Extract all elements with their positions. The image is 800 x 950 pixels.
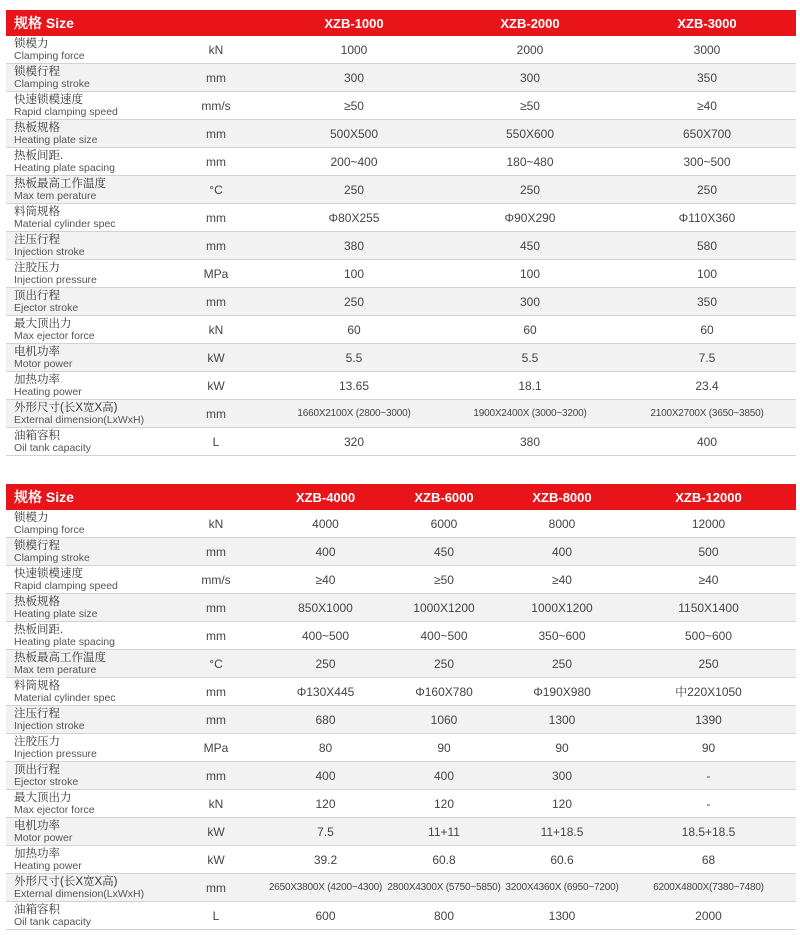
- parameter-name-zh: 加热功率: [14, 373, 60, 386]
- parameter-name: [6, 818, 166, 846]
- value-cell: ≥40: [503, 566, 621, 594]
- parameter-name-en: Ejector stroke: [14, 301, 79, 314]
- parameter-name: [6, 734, 166, 762]
- parameter-name: [6, 344, 166, 372]
- value-cell: 1000X1200: [385, 594, 503, 622]
- value-cell: 6000: [385, 510, 503, 538]
- parameter-name-zh: 最大顶出力: [14, 317, 72, 330]
- table-row: [6, 818, 796, 846]
- value-cell: 2650X3800X (4200~4300): [266, 874, 385, 902]
- table-row: [6, 874, 796, 902]
- parameter-name-zh: 热板间距.: [14, 623, 64, 636]
- value-cell: 400: [385, 762, 503, 790]
- value-cell: 1060: [385, 706, 503, 734]
- parameter-name-en: Clamping stroke: [14, 77, 90, 90]
- value-cell: 250: [266, 288, 442, 316]
- unit-cell: mm/s: [166, 566, 266, 594]
- value-cell: 90: [385, 734, 503, 762]
- value-cell: Φ160X780: [385, 678, 503, 706]
- table-row: [6, 120, 796, 148]
- value-cell: 120: [503, 790, 621, 818]
- value-cell: 250: [442, 176, 618, 204]
- parameter-name-en: Material cylinder spec: [14, 691, 116, 704]
- parameter-name-zh: 快速锁模速度: [14, 567, 83, 580]
- value-cell: 450: [442, 232, 618, 260]
- value-cell: 18.5+18.5: [621, 818, 796, 846]
- parameter-name-zh: 顶出行程: [14, 763, 60, 776]
- table-row: [6, 176, 796, 204]
- table-row: [6, 538, 796, 566]
- table-row: [6, 344, 796, 372]
- parameter-name: [6, 762, 166, 790]
- value-cell: 580: [618, 232, 796, 260]
- table-row: [6, 734, 796, 762]
- parameter-name-en: Heating power: [14, 385, 82, 398]
- parameter-name: [6, 846, 166, 874]
- unit-cell: kN: [166, 510, 266, 538]
- parameter-name: [6, 260, 166, 288]
- value-cell: 400: [503, 538, 621, 566]
- table-row: [6, 260, 796, 288]
- value-cell: 350: [618, 64, 796, 92]
- value-cell: 2000: [442, 36, 618, 64]
- table-header: [6, 10, 796, 36]
- value-cell: 60: [266, 316, 442, 344]
- value-cell: 3200X4360X (6950~7200): [503, 874, 621, 902]
- value-cell: 850X1000: [266, 594, 385, 622]
- parameter-name: [6, 372, 166, 400]
- parameter-name-en: Clamping force: [14, 523, 85, 536]
- unit-cell: L: [166, 902, 266, 930]
- value-cell: 60: [442, 316, 618, 344]
- parameter-name-zh: 顶出行程: [14, 289, 60, 302]
- parameter-name-zh: 外形尺寸(长X宽X高): [14, 875, 118, 888]
- parameter-name-zh: 油箱容积: [14, 429, 60, 442]
- value-cell: -: [621, 790, 796, 818]
- parameter-name-zh: 加热功率: [14, 847, 60, 860]
- parameter-name-zh: 锁模力: [14, 37, 49, 50]
- table-row: [6, 790, 796, 818]
- parameter-name: [6, 706, 166, 734]
- parameter-name-zh: 注压行程: [14, 233, 60, 246]
- parameter-name-en: Material cylinder spec: [14, 217, 116, 230]
- value-cell: ≥40: [621, 566, 796, 594]
- table-row: [6, 762, 796, 790]
- parameter-name: [6, 36, 166, 64]
- table-row: [6, 148, 796, 176]
- table-row: [6, 232, 796, 260]
- unit-cell: kW: [166, 344, 266, 372]
- parameter-name-zh: 快速锁模速度: [14, 93, 83, 106]
- value-cell: 250: [621, 650, 796, 678]
- table-row: [6, 372, 796, 400]
- parameter-name: [6, 650, 166, 678]
- spec-table-1: [6, 10, 796, 456]
- table-row: [6, 204, 796, 232]
- parameter-name: [6, 902, 166, 930]
- parameter-name-zh: 热板规格: [14, 595, 60, 608]
- value-cell: 6200X4800X(7380~7480): [621, 874, 796, 902]
- unit-cell: mm: [166, 594, 266, 622]
- table-row: [6, 846, 796, 874]
- value-cell: 650X700: [618, 120, 796, 148]
- value-cell: 23.4: [618, 372, 796, 400]
- parameter-name-zh: 最大顶出力: [14, 791, 72, 804]
- value-cell: 8000: [503, 510, 621, 538]
- parameter-name: [6, 566, 166, 594]
- parameter-name-zh: 锁模行程: [14, 65, 60, 78]
- model-header: XZB-12000: [621, 484, 796, 510]
- parameter-name-zh: 电机功率: [14, 345, 60, 358]
- table-row: [6, 510, 796, 538]
- unit-cell: kW: [166, 846, 266, 874]
- table-row: [6, 594, 796, 622]
- table-row: [6, 288, 796, 316]
- table-row: [6, 64, 796, 92]
- value-cell: 300~500: [618, 148, 796, 176]
- unit-cell: kN: [166, 316, 266, 344]
- value-cell: 1000X1200: [503, 594, 621, 622]
- parameter-name-en: Motor power: [14, 831, 73, 844]
- parameter-name-zh: 注胶压力: [14, 261, 60, 274]
- value-cell: 250: [266, 650, 385, 678]
- value-cell: 600: [266, 902, 385, 930]
- model-header: XZB-3000: [618, 10, 796, 36]
- value-cell: 400: [266, 762, 385, 790]
- value-cell: 400~500: [385, 622, 503, 650]
- parameter-name-zh: 锁模力: [14, 511, 49, 524]
- unit-cell: mm: [166, 204, 266, 232]
- value-cell: 2000: [621, 902, 796, 930]
- value-cell: 1660X2100X (2800~3000): [266, 400, 442, 428]
- value-cell: 380: [442, 428, 618, 456]
- parameter-name-en: Heating plate spacing: [14, 635, 115, 648]
- unit-cell: mm: [166, 64, 266, 92]
- table-row: [6, 92, 796, 120]
- parameter-name-en: Rapid clamping speed: [14, 579, 118, 592]
- value-cell: 300: [442, 288, 618, 316]
- parameter-name: [6, 232, 166, 260]
- table-row: [6, 678, 796, 706]
- value-cell: 250: [266, 176, 442, 204]
- parameter-name-en: Max tem perature: [14, 189, 97, 202]
- value-cell: 320: [266, 428, 442, 456]
- parameter-name: [6, 622, 166, 650]
- table-row: [6, 36, 796, 64]
- unit-cell: mm: [166, 232, 266, 260]
- table-row: [6, 400, 796, 428]
- value-cell: 90: [621, 734, 796, 762]
- parameter-name-en: Heating plate size: [14, 133, 98, 146]
- value-cell: ≥50: [266, 92, 442, 120]
- value-cell: ≥50: [442, 92, 618, 120]
- value-cell: 1900X2400X (3000~3200): [442, 400, 618, 428]
- value-cell: 2100X2700X (3650~3850): [618, 400, 796, 428]
- value-cell: 7.5: [618, 344, 796, 372]
- value-cell: 550X600: [442, 120, 618, 148]
- parameter-name-en: Heating power: [14, 859, 82, 872]
- parameter-name-en: Injection stroke: [14, 245, 85, 258]
- parameter-name: [6, 428, 166, 456]
- value-cell: Φ130X445: [266, 678, 385, 706]
- value-cell: 200~400: [266, 148, 442, 176]
- value-cell: 500X500: [266, 120, 442, 148]
- parameter-name: [6, 288, 166, 316]
- table-row: [6, 622, 796, 650]
- unit-cell: mm: [166, 120, 266, 148]
- table-row: [6, 428, 796, 456]
- value-cell: ≥50: [385, 566, 503, 594]
- value-cell: 中220X1050: [621, 678, 796, 706]
- value-cell: 80: [266, 734, 385, 762]
- parameter-name-zh: 电机功率: [14, 819, 60, 832]
- value-cell: 250: [618, 176, 796, 204]
- value-cell: 350: [618, 288, 796, 316]
- value-cell: 1000: [266, 36, 442, 64]
- unit-cell: kW: [166, 818, 266, 846]
- value-cell: 1390: [621, 706, 796, 734]
- parameter-name-en: Max tem perature: [14, 663, 97, 676]
- parameter-name-en: Injection pressure: [14, 747, 97, 760]
- parameter-name-zh: 热板最高工作温度: [14, 177, 106, 190]
- parameter-name-zh: 注压行程: [14, 707, 60, 720]
- value-cell: 90: [503, 734, 621, 762]
- value-cell: 380: [266, 232, 442, 260]
- parameter-name-en: Heating plate spacing: [14, 161, 115, 174]
- value-cell: 300: [442, 64, 618, 92]
- value-cell: 68: [621, 846, 796, 874]
- parameter-name-en: Clamping force: [14, 49, 85, 62]
- value-cell: 7.5: [266, 818, 385, 846]
- parameter-name: [6, 538, 166, 566]
- value-cell: Φ80X255: [266, 204, 442, 232]
- parameter-name-zh: 热板最高工作温度: [14, 651, 106, 664]
- value-cell: 350~600: [503, 622, 621, 650]
- value-cell: 60.8: [385, 846, 503, 874]
- table-row: [6, 566, 796, 594]
- unit-cell: °C: [166, 650, 266, 678]
- value-cell: 3000: [618, 36, 796, 64]
- unit-cell: mm: [166, 706, 266, 734]
- parameter-name-en: Rapid clamping speed: [14, 105, 118, 118]
- value-cell: -: [621, 762, 796, 790]
- value-cell: 60: [618, 316, 796, 344]
- parameter-name-en: Clamping stroke: [14, 551, 90, 564]
- value-cell: 180~480: [442, 148, 618, 176]
- value-cell: 680: [266, 706, 385, 734]
- unit-cell: mm: [166, 622, 266, 650]
- parameter-name: [6, 176, 166, 204]
- parameter-name-zh: 注胶压力: [14, 735, 60, 748]
- value-cell: Φ110X360: [618, 204, 796, 232]
- parameter-name-en: Max ejector force: [14, 329, 95, 342]
- unit-cell: mm: [166, 288, 266, 316]
- value-cell: Φ190X980: [503, 678, 621, 706]
- unit-cell: °C: [166, 176, 266, 204]
- parameter-name-en: Injection stroke: [14, 719, 85, 732]
- value-cell: 11+11: [385, 818, 503, 846]
- value-cell: 450: [385, 538, 503, 566]
- value-cell: 1150X1400: [621, 594, 796, 622]
- value-cell: ≥40: [618, 92, 796, 120]
- value-cell: 250: [385, 650, 503, 678]
- parameter-name: [6, 510, 166, 538]
- value-cell: 400: [618, 428, 796, 456]
- value-cell: 12000: [621, 510, 796, 538]
- model-header: XZB-2000: [442, 10, 618, 36]
- table-row: [6, 706, 796, 734]
- unit-cell: mm: [166, 400, 266, 428]
- unit-cell: kN: [166, 790, 266, 818]
- unit-cell: mm: [166, 148, 266, 176]
- parameter-name-zh: 油箱容积: [14, 903, 60, 916]
- table-row: [6, 650, 796, 678]
- parameter-name-en: Oil tank capacity: [14, 915, 92, 928]
- value-cell: 800: [385, 902, 503, 930]
- value-cell: 11+18.5: [503, 818, 621, 846]
- parameter-name: [6, 790, 166, 818]
- value-cell: 60.6: [503, 846, 621, 874]
- value-cell: 2800X4300X (5750~5850): [385, 874, 503, 902]
- value-cell: 100: [618, 260, 796, 288]
- parameter-name-en: Motor power: [14, 357, 73, 370]
- parameter-name: [6, 400, 166, 428]
- parameter-name-zh: 锁模行程: [14, 539, 60, 552]
- parameter-name: [6, 64, 166, 92]
- parameter-name-en: Injection pressure: [14, 273, 97, 286]
- parameter-name: [6, 148, 166, 176]
- parameter-name-zh: 热板间距.: [14, 149, 64, 162]
- model-header: XZB-8000: [503, 484, 621, 510]
- parameter-name-en: Oil tank capacity: [14, 441, 92, 454]
- model-header: XZB-1000: [266, 10, 442, 36]
- parameter-name: [6, 316, 166, 344]
- value-cell: 400~500: [266, 622, 385, 650]
- size-header-label: 规格 Size: [6, 10, 266, 36]
- unit-cell: mm: [166, 538, 266, 566]
- parameter-name-zh: 料筒规格: [14, 205, 60, 218]
- value-cell: 18.1: [442, 372, 618, 400]
- value-cell: ≥40: [266, 566, 385, 594]
- value-cell: 1300: [503, 902, 621, 930]
- value-cell: Φ90X290: [442, 204, 618, 232]
- parameter-name-en: External dimension(LxWxH): [14, 887, 145, 900]
- parameter-name: [6, 594, 166, 622]
- value-cell: 300: [503, 762, 621, 790]
- value-cell: 500~600: [621, 622, 796, 650]
- value-cell: 120: [266, 790, 385, 818]
- unit-cell: mm/s: [166, 92, 266, 120]
- value-cell: 120: [385, 790, 503, 818]
- model-header: XZB-4000: [266, 484, 385, 510]
- unit-cell: mm: [166, 678, 266, 706]
- parameter-name-zh: 料筒规格: [14, 679, 60, 692]
- parameter-name: [6, 874, 166, 902]
- spec-table-2: [6, 484, 796, 930]
- value-cell: 250: [503, 650, 621, 678]
- unit-cell: kN: [166, 36, 266, 64]
- parameter-name-en: External dimension(LxWxH): [14, 413, 145, 426]
- value-cell: 39.2: [266, 846, 385, 874]
- size-header-label: 规格 Size: [6, 484, 266, 510]
- value-cell: 100: [266, 260, 442, 288]
- parameter-name-en: Ejector stroke: [14, 775, 79, 788]
- unit-cell: MPa: [166, 260, 266, 288]
- parameter-name-zh: 外形尺寸(长X宽X高): [14, 401, 118, 414]
- unit-cell: mm: [166, 874, 266, 902]
- value-cell: 400: [266, 538, 385, 566]
- unit-cell: kW: [166, 372, 266, 400]
- value-cell: 1300: [503, 706, 621, 734]
- parameter-name: [6, 120, 166, 148]
- value-cell: 500: [621, 538, 796, 566]
- table-row: [6, 316, 796, 344]
- model-header: XZB-6000: [385, 484, 503, 510]
- parameter-name: [6, 204, 166, 232]
- value-cell: 300: [266, 64, 442, 92]
- table-header: [6, 484, 796, 510]
- value-cell: 4000: [266, 510, 385, 538]
- parameter-name-en: Heating plate size: [14, 607, 98, 620]
- value-cell: 13.65: [266, 372, 442, 400]
- value-cell: 5.5: [442, 344, 618, 372]
- parameter-name: [6, 678, 166, 706]
- unit-cell: MPa: [166, 734, 266, 762]
- parameter-name: [6, 92, 166, 120]
- table-row: [6, 902, 796, 930]
- value-cell: 5.5: [266, 344, 442, 372]
- unit-cell: L: [166, 428, 266, 456]
- parameter-name-zh: 热板规格: [14, 121, 60, 134]
- value-cell: 100: [442, 260, 618, 288]
- unit-cell: mm: [166, 762, 266, 790]
- parameter-name-en: Max ejector force: [14, 803, 95, 816]
